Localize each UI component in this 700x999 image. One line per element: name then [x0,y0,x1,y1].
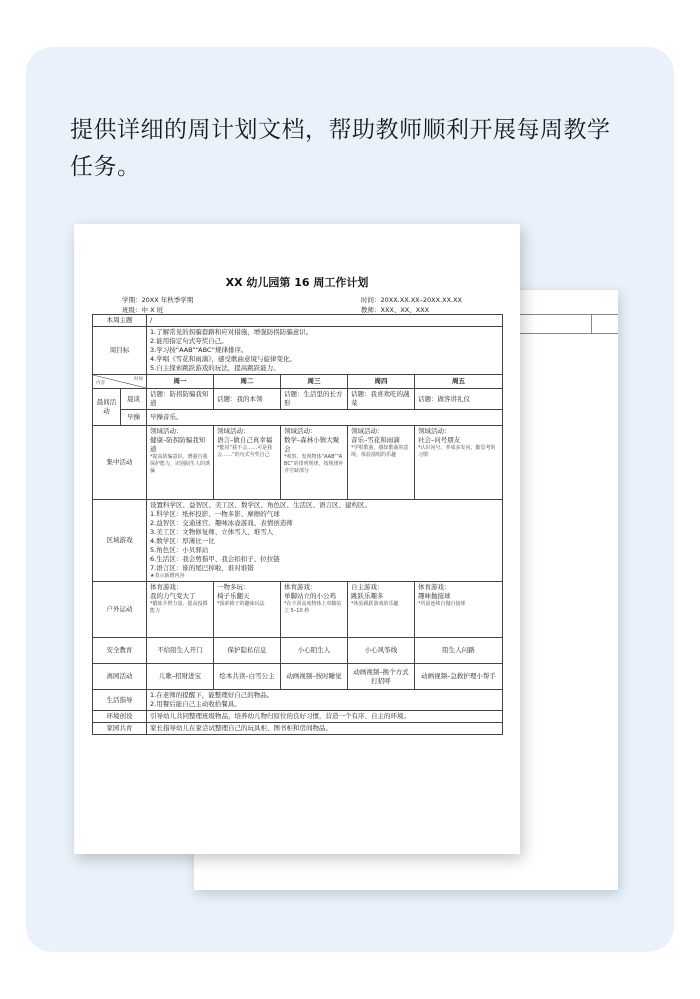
morning-talk-row [93,389,503,410]
safety-cell: 小心陌生人 [281,638,348,664]
teacher-info: 教师：XXX、XX、XXX [361,306,430,314]
outdoor-cell [348,582,415,638]
goals-list [147,327,503,375]
life-item: 1.在老师的提醒下，能整理好自己的物品。 [150,691,274,699]
class-info: 班级：中 X 班 [122,306,164,314]
home-school-row [93,723,503,735]
day-header: 周三 [281,375,348,389]
outdoor-head: 体育游戏： [418,583,451,591]
safety-label: 安全教育 [93,638,147,664]
focus-head: 领域活动： [150,427,183,435]
leave-label: 离园活动 [93,664,147,690]
theme-value: / [147,315,503,327]
safety-cell: 保护隐私信息 [214,638,281,664]
life-guidance-label: 生活指导 [93,690,147,711]
goals-row [93,327,503,375]
headline: 提供详细的周计划文档，帮助教师顺利开展每周教学任务。 [70,117,611,180]
outdoor-note: *探索椅子的趣味玩法 [217,601,265,607]
outdoor-name: 跳跃乐趣多 [351,592,384,600]
area-games-list [147,500,503,582]
focus-name: 数学–森林小镇大聚会 [284,436,340,453]
focus-head: 领域活动： [418,427,451,435]
exercise-value: 早操音乐。 [147,410,503,426]
goal-item: 5.自主探索跳跃游戏的玩法，提高跳跃能力。 [150,364,280,372]
area-item: 1.科学区：纸杯投影、一物多影、摩擦的气球 [150,510,280,518]
talk-cell: 话题：我的本领 [214,389,281,410]
day-header: 周五 [415,375,503,389]
document-title: XX 幼儿园第 16 周工作计划 [225,276,369,289]
outdoor-cell [281,582,348,638]
talk-cell: 话题：生活里的长方形 [281,389,348,410]
safety-cell: 小心风筝线 [348,638,415,664]
goal-item: 2.能用指定句式夸奖自己。 [150,337,228,345]
environment-row [93,711,503,723]
goal-item: 3.学习按“AAB”“ABC”规律排序。 [150,346,248,354]
outdoor-note: *体验跳跃游戏的乐趣 [351,601,399,607]
corner-time-label: 时间 [134,377,143,382]
focus-cell [415,426,503,500]
outdoor-row [93,582,503,638]
life-item: 2.用餐后能自己主动收拾餐具。 [150,700,241,708]
focus-name: 语言–做自己真幸福 [217,436,273,444]
goals-label: 周目标 [93,327,147,375]
diagonal-header-cell [93,375,147,389]
area-item: 3.美工区：文物修复师、立体雪人、堆雪人 [150,528,274,536]
weekly-plan-table [92,314,503,735]
theme-label: 本周主题 [93,315,147,327]
focus-note: *能用“我不会……可是我会……”的句式夸奖自己 [217,445,273,458]
area-item: 2.益智区：交通迷宫、趣味冰壶游戏、表情创造师 [150,519,293,527]
day-header-row [93,375,503,389]
focus-note: *学唱歌曲，感知歌曲的意境，体验演唱的乐趣 [351,445,409,458]
area-legend-note: ★表示新增内容 [150,573,185,579]
day-header: 周一 [147,375,214,389]
talk-cell: 话题：做客讲礼仪 [415,389,503,410]
outdoor-note: *锻炼手臂力量，提高投掷能力 [150,601,208,614]
outdoor-name: 椅子乐翻天 [217,592,250,600]
outdoor-cell [415,582,503,638]
focus-label: 集中活动 [93,426,147,500]
focus-name: 音乐–雪花和雨滴 [351,436,400,444]
corner-content-label: 内容 [96,381,105,386]
area-games-row [93,500,503,582]
area-games-label: 区域游戏 [93,500,147,582]
outdoor-label: 户外运动 [93,582,147,638]
focus-note: *提高防骗意识，增强自我保护能力，识别陌生人的诱骗 [150,454,211,474]
focus-note: *观察、发现物体“AAB”“ABC”的排列规律，按规律补齐空缺部分 [284,454,344,474]
area-item: 6.生活区：我会剪指甲、我会扣扣子、拉拉链 [150,555,280,563]
focus-name: 社会–问号朋友 [418,436,461,444]
leave-cell: 绘本共读–白雪公主 [214,664,281,690]
outdoor-cell [147,582,214,638]
time-info: 时间：20XX.XX.XX–20XX.XX.XX [361,296,462,304]
theme-row [93,315,503,327]
leave-cell: 动画视频–急救护理小帮手 [415,664,503,690]
goal-item: 4.学唱《雪花和雨滴》，感受歌曲意境与旋律变化。 [150,355,296,363]
weekly-plan-document [74,224,520,854]
life-guidance-list [147,690,503,711]
safety-cell: 不给陌生人开门 [147,638,214,664]
focus-head: 领域活动： [284,427,317,435]
morning-activity-label: 晨间活动 [93,389,121,426]
focus-cell [147,426,214,500]
focus-note: *认识问号，养成多发问、勤思考的习惯 [418,445,496,458]
focus-name: 健康–防拐防骗我知道 [150,436,206,453]
environment-label: 环境创设 [93,711,147,723]
leave-row [93,664,503,690]
day-header: 周四 [348,375,415,389]
focus-head: 领域活动： [217,427,250,435]
talk-label: 晨谈 [121,389,147,410]
outdoor-note: *在不同高度物体上单脚站立 5–10 秒 [284,601,342,614]
environment-value: 引导幼儿共同整理班级物品，培养幼儿物归原位的良好习惯，营造一个有序、自主的环境。 [147,711,503,723]
outdoor-head: 体育游戏： [150,583,183,591]
outdoor-name: 我的力气变大了 [150,592,196,600]
exercise-row [93,410,503,426]
outdoor-head: 一物多玩： [217,583,250,591]
focus-cell [281,426,348,500]
area-item: 7.语言区：谁的尾巴掉啦、谁对谁错 [150,564,254,572]
focus-row [93,426,503,500]
exercise-label: 早操 [121,410,147,426]
talk-cell: 话题：我喜欢吃的蔬菜 [348,389,415,410]
leave-cell: 动画视频–换个方式打招呼 [348,664,415,690]
home-school-value: 家长指导幼儿在家尝试整理自己的玩具柜、图书柜和房间物品。 [147,723,503,735]
area-item: 4.数学区：厚薄比一比 [150,537,215,545]
focus-head: 领域活动： [351,427,384,435]
outdoor-name: 趣味抛接球 [418,592,451,600]
leave-cell: 动画视频–按时睡觉 [281,664,348,690]
goal-item: 1.了解常见的拐骗套路和应对措施，增强防拐防骗意识。 [150,328,313,336]
area-item: 设置科学区、益智区、美工区、数学区、角色区、生活区、语言区、建构区。 [150,501,371,509]
area-item: 5.角色区：小贝驿站 [150,546,209,554]
outdoor-note: *巩固连续自抛自接球 [418,601,466,607]
outdoor-head: 体育游戏： [284,583,317,591]
focus-cell [214,426,281,500]
home-school-label: 家园共育 [93,723,147,735]
day-header: 周二 [214,375,281,389]
focus-cell [348,426,415,500]
safety-cell: 陌生人问路 [415,638,503,664]
outdoor-cell [214,582,281,638]
leave-cell: 儿歌–招财进宝 [147,664,214,690]
outdoor-name: 单脚站立的小公鸡 [284,592,336,600]
talk-cell: 话题：防拐防骗我知道 [147,389,214,410]
safety-row [93,638,503,664]
life-guidance-row [93,690,503,711]
outdoor-head: 自主游戏： [351,583,384,591]
semester-info: 学期：20XX 年秋季学期 [122,296,194,304]
